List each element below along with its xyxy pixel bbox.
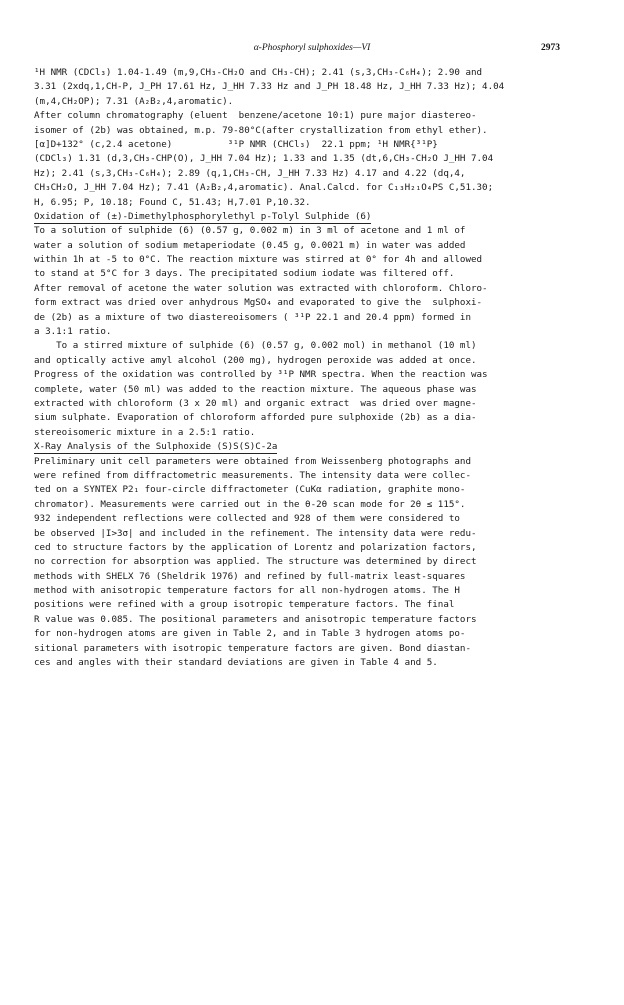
text-line: sium sulphate. Evaporation of chloroform afforded pure sulphoxide (2b) as a dia- [34,412,477,424]
text-line: sitional parameters with isotropic temperature factors are given. Bond diastan- [34,642,471,654]
text-line: complete, water (50 ml) was added to the reaction mixture. The aqueous phase was [34,383,477,395]
text-line: To a solution of sulphide (6) (0.57 g, 0.002 m) in 3 ml of acetone and 1 ml of [34,225,466,237]
text-line: method with anisotropic temperature factors for all non-hydrogen atoms. The H [34,585,460,597]
text-line: for non-hydrogen atoms are given in Table 2, and in Table 3 hydrogen atoms po- [34,628,466,640]
text-line: CH₃CH₂O, J_HH 7.04 Hz); 7.41 (A₂B₂,4,aromatic). Anal.Calcd. for C₁₃H₂₁O₄PS C,51.30; [34,182,494,194]
text-line: ced to structure factors by the application of Lorentz and polarization factors, [34,541,477,553]
text-line: be observed |I>3σ| and included in the refinement. The intensity data were redu- [34,527,477,539]
text-line: within 1h at -5 to 0°C. The reaction mixture was stirred at 0° for 4h and allowed [34,254,483,266]
page-number: 2973 [541,43,560,53]
text-line: After column chromatography (eluent benzene/acetone 10:1) pure major diastereo- [34,110,477,122]
text-line: [α]D+132° (c,2.4 acetone) ³¹P NMR (CHCl₃) 22.1 ppm; ¹H NMR{³¹P} [34,138,438,150]
section-heading-xray [34,440,594,454]
text-line: (CDCl₃) 1.31 (d,3,CH₃-CHP(O), J_HH 7.04 Hz); 1.33 and 1.35 (dt,6,CH₃-CH₂O J_HH 7.04 [34,153,494,165]
page-header [0,43,624,57]
text-line: chromator). Measurements were carried out in the θ-2θ scan mode for 2θ ≤ 115°. [34,498,466,510]
nmr-data-paragraph [34,66,594,210]
text-line: (m,4,CH₂OP); 7.31 (A₂B₂,4,aromatic). [34,95,234,107]
text-line: 3.31 (2xdq,1,CH-P, J_PH 17.61 Hz, J_HH 7.33 Hz and J_PH 18.48 Hz, J_HH 7.33 Hz); 4.04 [34,81,505,93]
text-line: stereoisomeric mixture in a 2.5:1 ratio. [34,426,256,438]
text-line: Progress of the oxidation was controlled by ³¹P NMR spectra. When the reaction was [34,369,488,381]
text-line: To a stirred mixture of sulphide (6) (0.57 g, 0.002 mol) in methanol (10 ml) [34,340,477,352]
text-line: Hz); 2.41 (s,3,CH₃-C₆H₄); 2.89 (q,1,CH₃-CH, J_HH 7.33 Hz) 4.17 and 4.22 (dq,4, [34,167,466,179]
text-line: water a solution of sodium metaperiodate (0.45 g, 0.0021 m) in water was added [34,239,466,251]
section-heading-text: X-Ray Analysis of the Sulphoxide (S)S(S)C-2a [34,441,278,453]
text-line: no correction for absorption was applied. The structure was determined by direct [34,556,477,568]
text-line: ted on a SYNTEX P2₁ four-circle diffractometer (CuKα radiation, graphite mono- [34,484,466,496]
text-line: After removal of acetone the water solution was extracted with chloroform. Chloro- [34,282,488,294]
text-line: positions were refined with a group isotropic temperature factors. The final [34,599,455,611]
text-line: R value was 0.085. The positional parameters and anisotropic temperature factors [34,613,477,625]
text-line: isomer of (2b) was obtained, m.p. 79-80°C(after crystallization from ethyl ether). [34,124,488,136]
text-line: and optically active amyl alcohol (200 mg), hydrogen peroxide was added at once. [34,354,477,366]
text-line: a 3.1:1 ratio. [34,326,112,338]
text-line: Preliminary unit cell parameters were obtained from Weissenberg photographs and [34,455,471,467]
text-line: de (2b) as a mixture of two diastereoisomers ( ³¹P 22.1 and 20.4 ppm) formed in [34,311,471,323]
text-line: to stand at 5°C for 3 days. The precipitated sodium iodate was filtered off. [34,268,455,280]
section-heading-text: Oxidation of (±)-Dimethylphosphorylethyl p-Tolyl Sulphide (6) [34,210,372,222]
text-line: H, 6.95; P, 10.18; Found C, 51.43; H,7.01 P,10.32. [34,196,311,208]
body-text [34,66,594,670]
text-line: ces and angles with their standard deviations are given in Table 4 and 5. [34,657,438,669]
running-title: α-Phosphoryl sulphoxides—VI [253,43,371,53]
text-line: ¹H NMR (CDCl₃) 1.04-1.49 (m,9,CH₃-CH₂O and CH₃-CH); 2.41 (s,3,CH₃-C₆H₄); 2.90 and [34,67,483,78]
section-heading-oxidation [34,210,594,224]
text-line: form extract was dried over anhydrous MgSO₄ and evaporated to give the sulphoxi- [34,297,483,309]
oxidation-paragraph [34,224,594,440]
text-line: methods with SHELX 76 (Sheldrik 1976) and refined by full-matrix least-squares [34,570,466,582]
text-line: 932 independent reflections were collected and 928 of them were considered to [34,513,460,525]
text-line: were refined from diffractometric measurements. The intensity data were collec- [34,469,471,481]
text-line: extracted with chloroform (3 x 20 ml) and organic extract was dried over magne- [34,397,477,409]
xray-paragraph [34,455,594,671]
